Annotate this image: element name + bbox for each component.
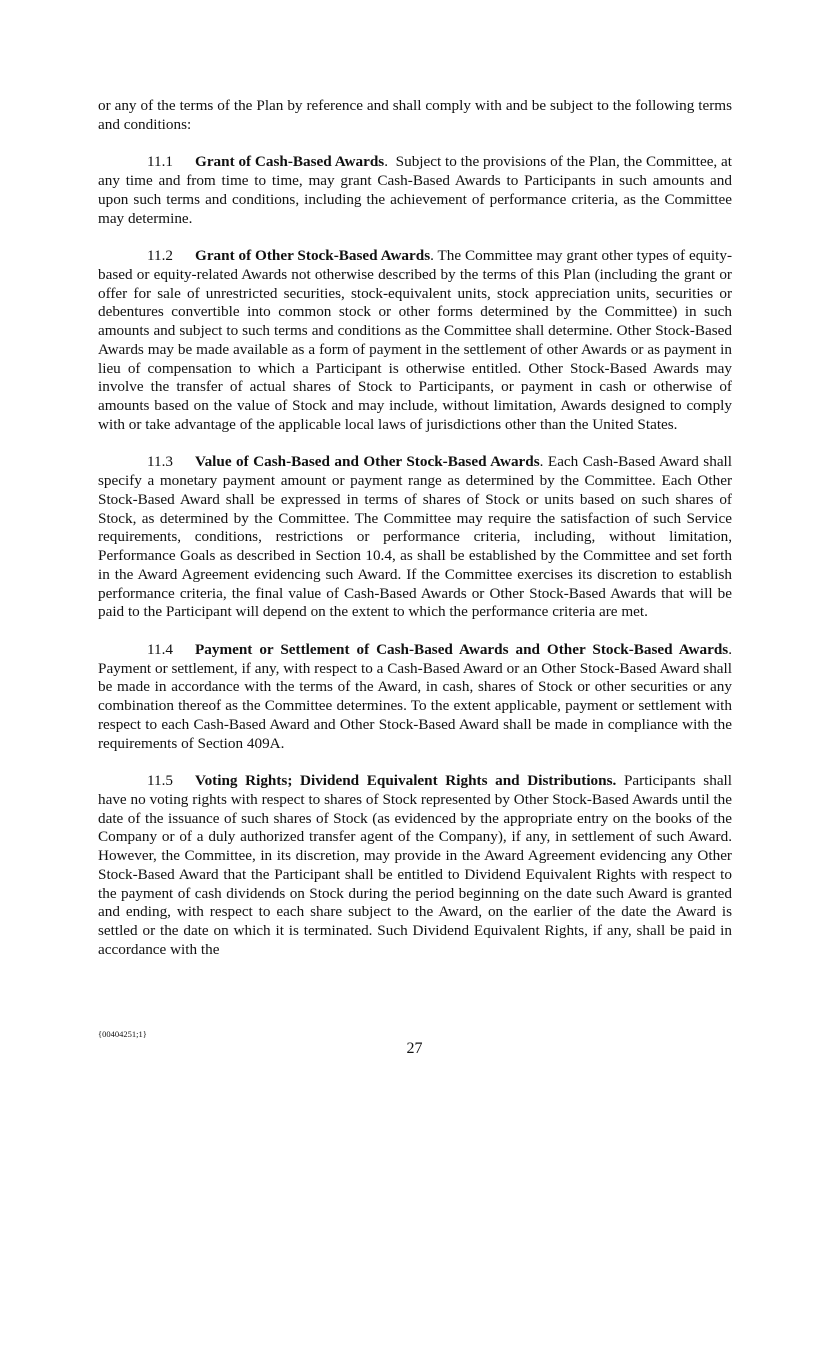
section-heading: Grant of Cash-Based Awards <box>195 153 385 171</box>
section-text: The Committee may grant other types of equity-based or equity-related Awards not otherwise described by the terms of this Plan (including the grant or offer for sale of unrestricted securities, stock-equivalent units, stock appreciation units, securities or debentures convertible into common stock or other forms determined by the Committee) in such amounts and subject to such terms and conditions as the Committee shall determine. Other Stock-Based Awards may be made available as a form of payment in the settlement of other Awards or as payment in lieu of compensation to which a Participant is otherwise entitled. Other Stock-Based Awards may involve the transfer of actual shares of Stock to Participants, or payment in cash or otherwise of amounts based on the value of Stock and may include, without limitation, Awards designed to comply with or take advantage of the applicable local laws of jurisdictions other than the United States. <box>98 247 733 433</box>
heading-punctuation: . <box>430 247 434 264</box>
section-heading: Payment or Settlement of Cash-Based Awards and Other Stock-Based Awards <box>195 640 729 658</box>
section-number: 11.5 <box>147 772 174 789</box>
section-heading: Voting Rights; Dividend Equivalent Rights and Distributions. <box>195 772 617 789</box>
intro-paragraph: or any of the terms of the Plan by reference and shall comply with and be subject to the following terms and conditions: <box>98 97 732 133</box>
section-11-1 <box>98 153 736 228</box>
heading-punctuation: . <box>539 453 544 471</box>
section-number: 11.4 <box>147 640 174 658</box>
heading-punctuation: . <box>728 640 732 658</box>
document-body <box>98 97 736 978</box>
page-number: 27 <box>406 1040 423 1057</box>
section-11-2 <box>98 247 732 435</box>
heading-punctuation: . <box>384 153 389 171</box>
section-11-3 <box>98 453 732 622</box>
section-number: 11.2 <box>147 247 174 264</box>
section-text: Each Cash-Based Award shall specify a monetary payment amount or payment range as determined by the Committee. Each Other Stock-Based Award shall be expressed in terms of shares of Stock or units based on such shares of Stock, as determined by the Committee. The Committee may require the satisfaction of such Service requirements, conditions, restrictions or performance criteria, including, without limitation, Performance Goals as described in Section 10.4, as shall be established by the Committee and set forth in the Award Agreement evidencing such Award. If the Committee exercises its discretion to establish performance criteria, the final value of Cash-Based Awards or Other Stock-Based Awards that will be paid to the Participant will depend on the extent to which the performance criteria are met. <box>98 453 732 621</box>
section-text: Participants shall have no voting rights with respect to shares of Stock represented by Other Stock-Based Awards until the date of the issuance of such shares of Stock (as evidenced by the appropriate entry on the books of the Company or of a duly authorized transfer agent of the Company), if any, in settlement of such Award. However, the Committee, in its discretion, may provide in the Award Agreement evidencing any Other Stock-Based Award that the Participant shall be entitled to Dividend Equivalent Rights with respect to the payment of cash dividends on Stock during the period beginning on the date such Award is granted and ending, with respect to each share subject to the Award, on the earlier of the date the Award is settled or the date on which it is terminated. Such Dividend Equivalent Rights, if any, shall be paid in accordance with the <box>98 772 732 958</box>
section-11-5 <box>98 772 732 960</box>
section-number: 11.1 <box>147 153 174 171</box>
section-11-4 <box>98 641 732 754</box>
section-text: Subject to the provisions of the Plan, the Committee, at any time and from time to time, may grant Cash-Based Awards to Participants in such amounts and upon such terms and conditions, including the achievement of performance criteria, as the Committee may determine. <box>98 153 736 227</box>
section-number: 11.3 <box>147 453 174 471</box>
section-text: Payment or settlement, if any, with respect to a Cash-Based Award or an Other Stock-Based Award shall be made in accordance with the terms of the Award, in cash, shares of Stock or other securities or any combination thereof as the Committee determines. To the extent applicable, payment or settlement with respect to each Cash-Based Award and Other Stock-Based Award shall be made in compliance with the requirements of Section 409A. <box>98 659 732 752</box>
section-heading: Value of Cash-Based and Other Stock-Based Awards <box>195 453 540 471</box>
section-heading: Grant of Other Stock-Based Awards <box>195 247 431 264</box>
document-id-footer: {00404251;1} <box>98 1029 147 1039</box>
